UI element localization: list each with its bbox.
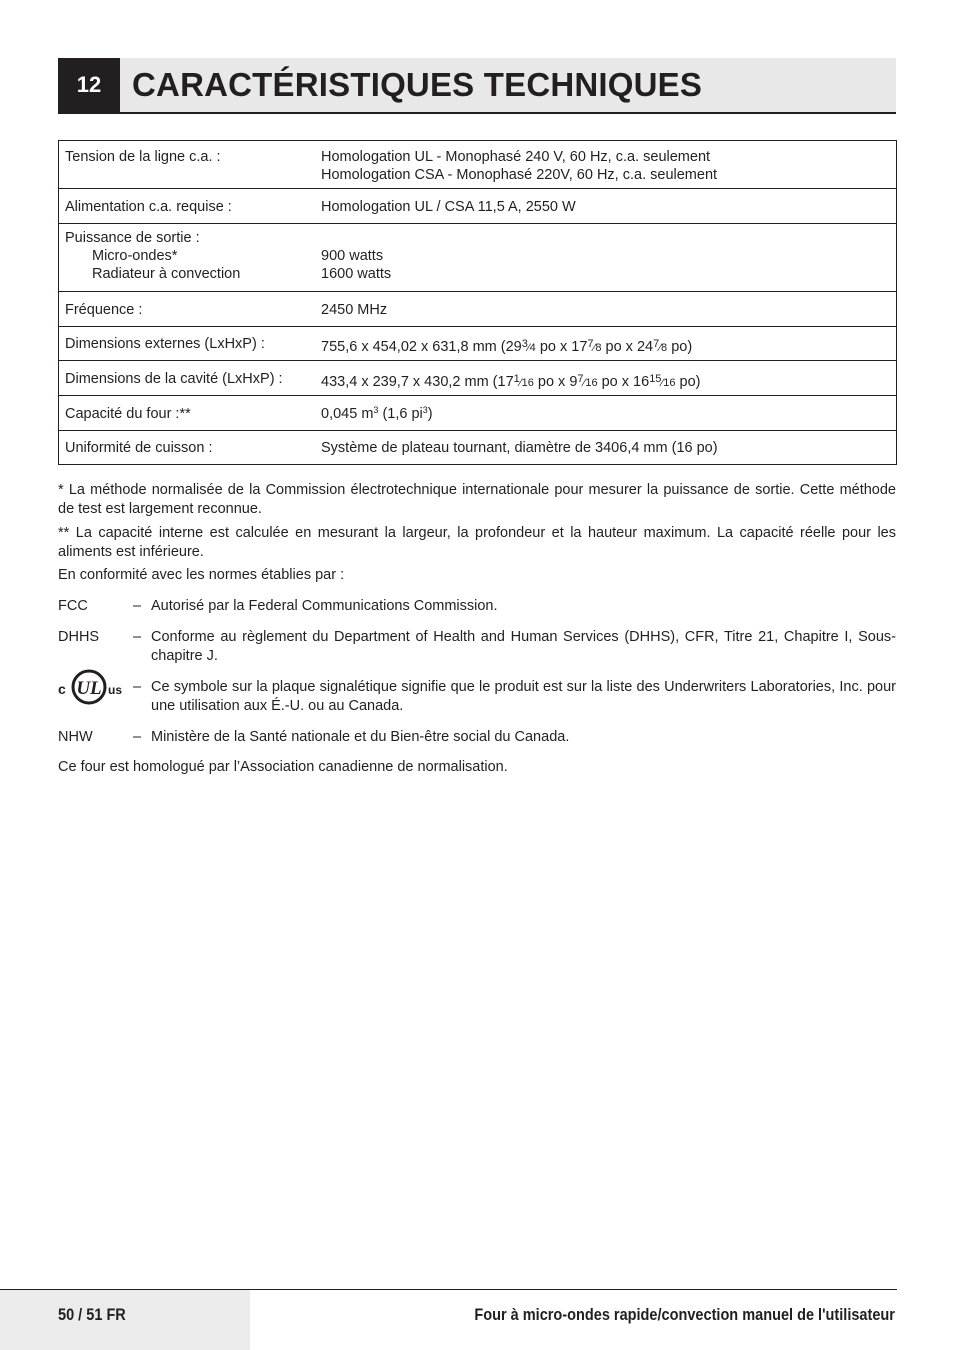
spec-value: 2450 MHz [315, 292, 897, 327]
spec-label-line: Puissance de sortie : [65, 230, 200, 246]
table-row [59, 292, 897, 327]
table-row [59, 327, 897, 361]
page-title: CARACTÉRISTIQUES TECHNIQUES [132, 66, 703, 103]
spec-label: Alimentation c.a. requise : [59, 189, 316, 224]
standard-text: Conforme au règlement du Department of Health and Human Services (DHHS), CFR, Titre 21, Chapitre I, Sous-chapitre J. [151, 629, 896, 664]
closing-note: Ce four est homologué par l’Association canadienne de normalisation. [58, 759, 508, 775]
spec-label: Fréquence : [59, 292, 316, 327]
spec-sublabel: Micro-ondes* [92, 248, 178, 264]
spec-label [59, 224, 316, 292]
svg-text:us: us [108, 683, 123, 697]
svg-text:UL: UL [76, 678, 102, 699]
standard-abbr: NHW [58, 729, 93, 745]
spec-value: Homologation UL / CSA 11,5 A, 2550 W [315, 189, 897, 224]
standard-text: Autorisé par la Federal Communications Commission. [151, 598, 498, 614]
compliance-intro: En conformité avec les normes établies par : [58, 567, 345, 583]
spec-value: 433,4 x 239,7 x 430,2 mm ($17^1⁄16$ po x $9^7⁄16$ po x $16^{15}⁄16$ po) [315, 361, 897, 396]
footnote-2: ** La capacité interne est calculée en mesurant la largeur, la profondeur et la hauteur maximum. La capacité réelle pour les aliments est inférieure. [58, 525, 896, 560]
chapter-number: 12 [58, 58, 120, 112]
spec-label: Dimensions externes (LxHxP) : [59, 327, 316, 361]
spec-value: 0,045 $m^3$ (1,6 $pi^3$) [315, 396, 897, 431]
table-row [59, 431, 897, 465]
chapter-header [58, 58, 896, 114]
spec-label: Uniformité de cuisson : [59, 431, 316, 465]
footnotes [58, 481, 896, 585]
standard-abbr: DHHS [58, 629, 100, 645]
spec-value: Système de plateau tournant, diamètre de 3406,4 mm (16 po) [315, 431, 897, 465]
manual-title: Four à micro-ondes rapide/convection manuel de l'utilisateur [474, 1306, 895, 1324]
spec-value-line: 1600 watts [321, 266, 392, 282]
standard-text: Ministère de la Santé nationale et du Bien-être social du Canada. [151, 729, 570, 745]
standard-abbr: FCC [58, 598, 88, 614]
spec-value-line: 900 watts [321, 248, 384, 264]
spec-label: Dimensions de la cavité (LxHxP) : [59, 361, 316, 396]
table-row [59, 189, 897, 224]
spec-value-line: Homologation UL - Monophasé 240 V, 60 Hz, c.a. seulement [321, 149, 711, 165]
spec-value [315, 224, 897, 292]
ul-listed-logo-icon [58, 668, 126, 706]
table-row [59, 396, 897, 431]
spec-label: Capacité du four :** [59, 396, 316, 431]
table-row [59, 224, 897, 292]
svg-text:c: c [58, 681, 66, 697]
spec-value: 755,6 x 454,02 x 631,8 mm ($29^3⁄4$ po x $17^7⁄8$ po x $24^7⁄8$ po) [315, 327, 897, 361]
spec-value [315, 141, 897, 189]
standard-text: Ce symbole sur la plaque signalétique signifie que le produit est sur la liste des Underwriters Laboratories, Inc. pour une utilisation aux É.-U. ou au Canada. [151, 679, 896, 714]
footnote-1: * La méthode normalisée de la Commission électrotechnique internationale pour mesurer la puissance de sortie. Cette méthode de test est largement reconnue. [58, 482, 896, 517]
table-row [59, 361, 897, 396]
page-number: 50 / 51 FR [58, 1306, 126, 1324]
specifications-table [58, 140, 897, 465]
spec-label: Tension de la ligne c.a. : [59, 141, 316, 189]
table-row [59, 141, 897, 189]
spec-value-line: Homologation CSA - Monophasé 220V, 60 Hz, c.a. seulement [321, 167, 718, 183]
spec-sublabel: Radiateur à convection [92, 266, 241, 282]
